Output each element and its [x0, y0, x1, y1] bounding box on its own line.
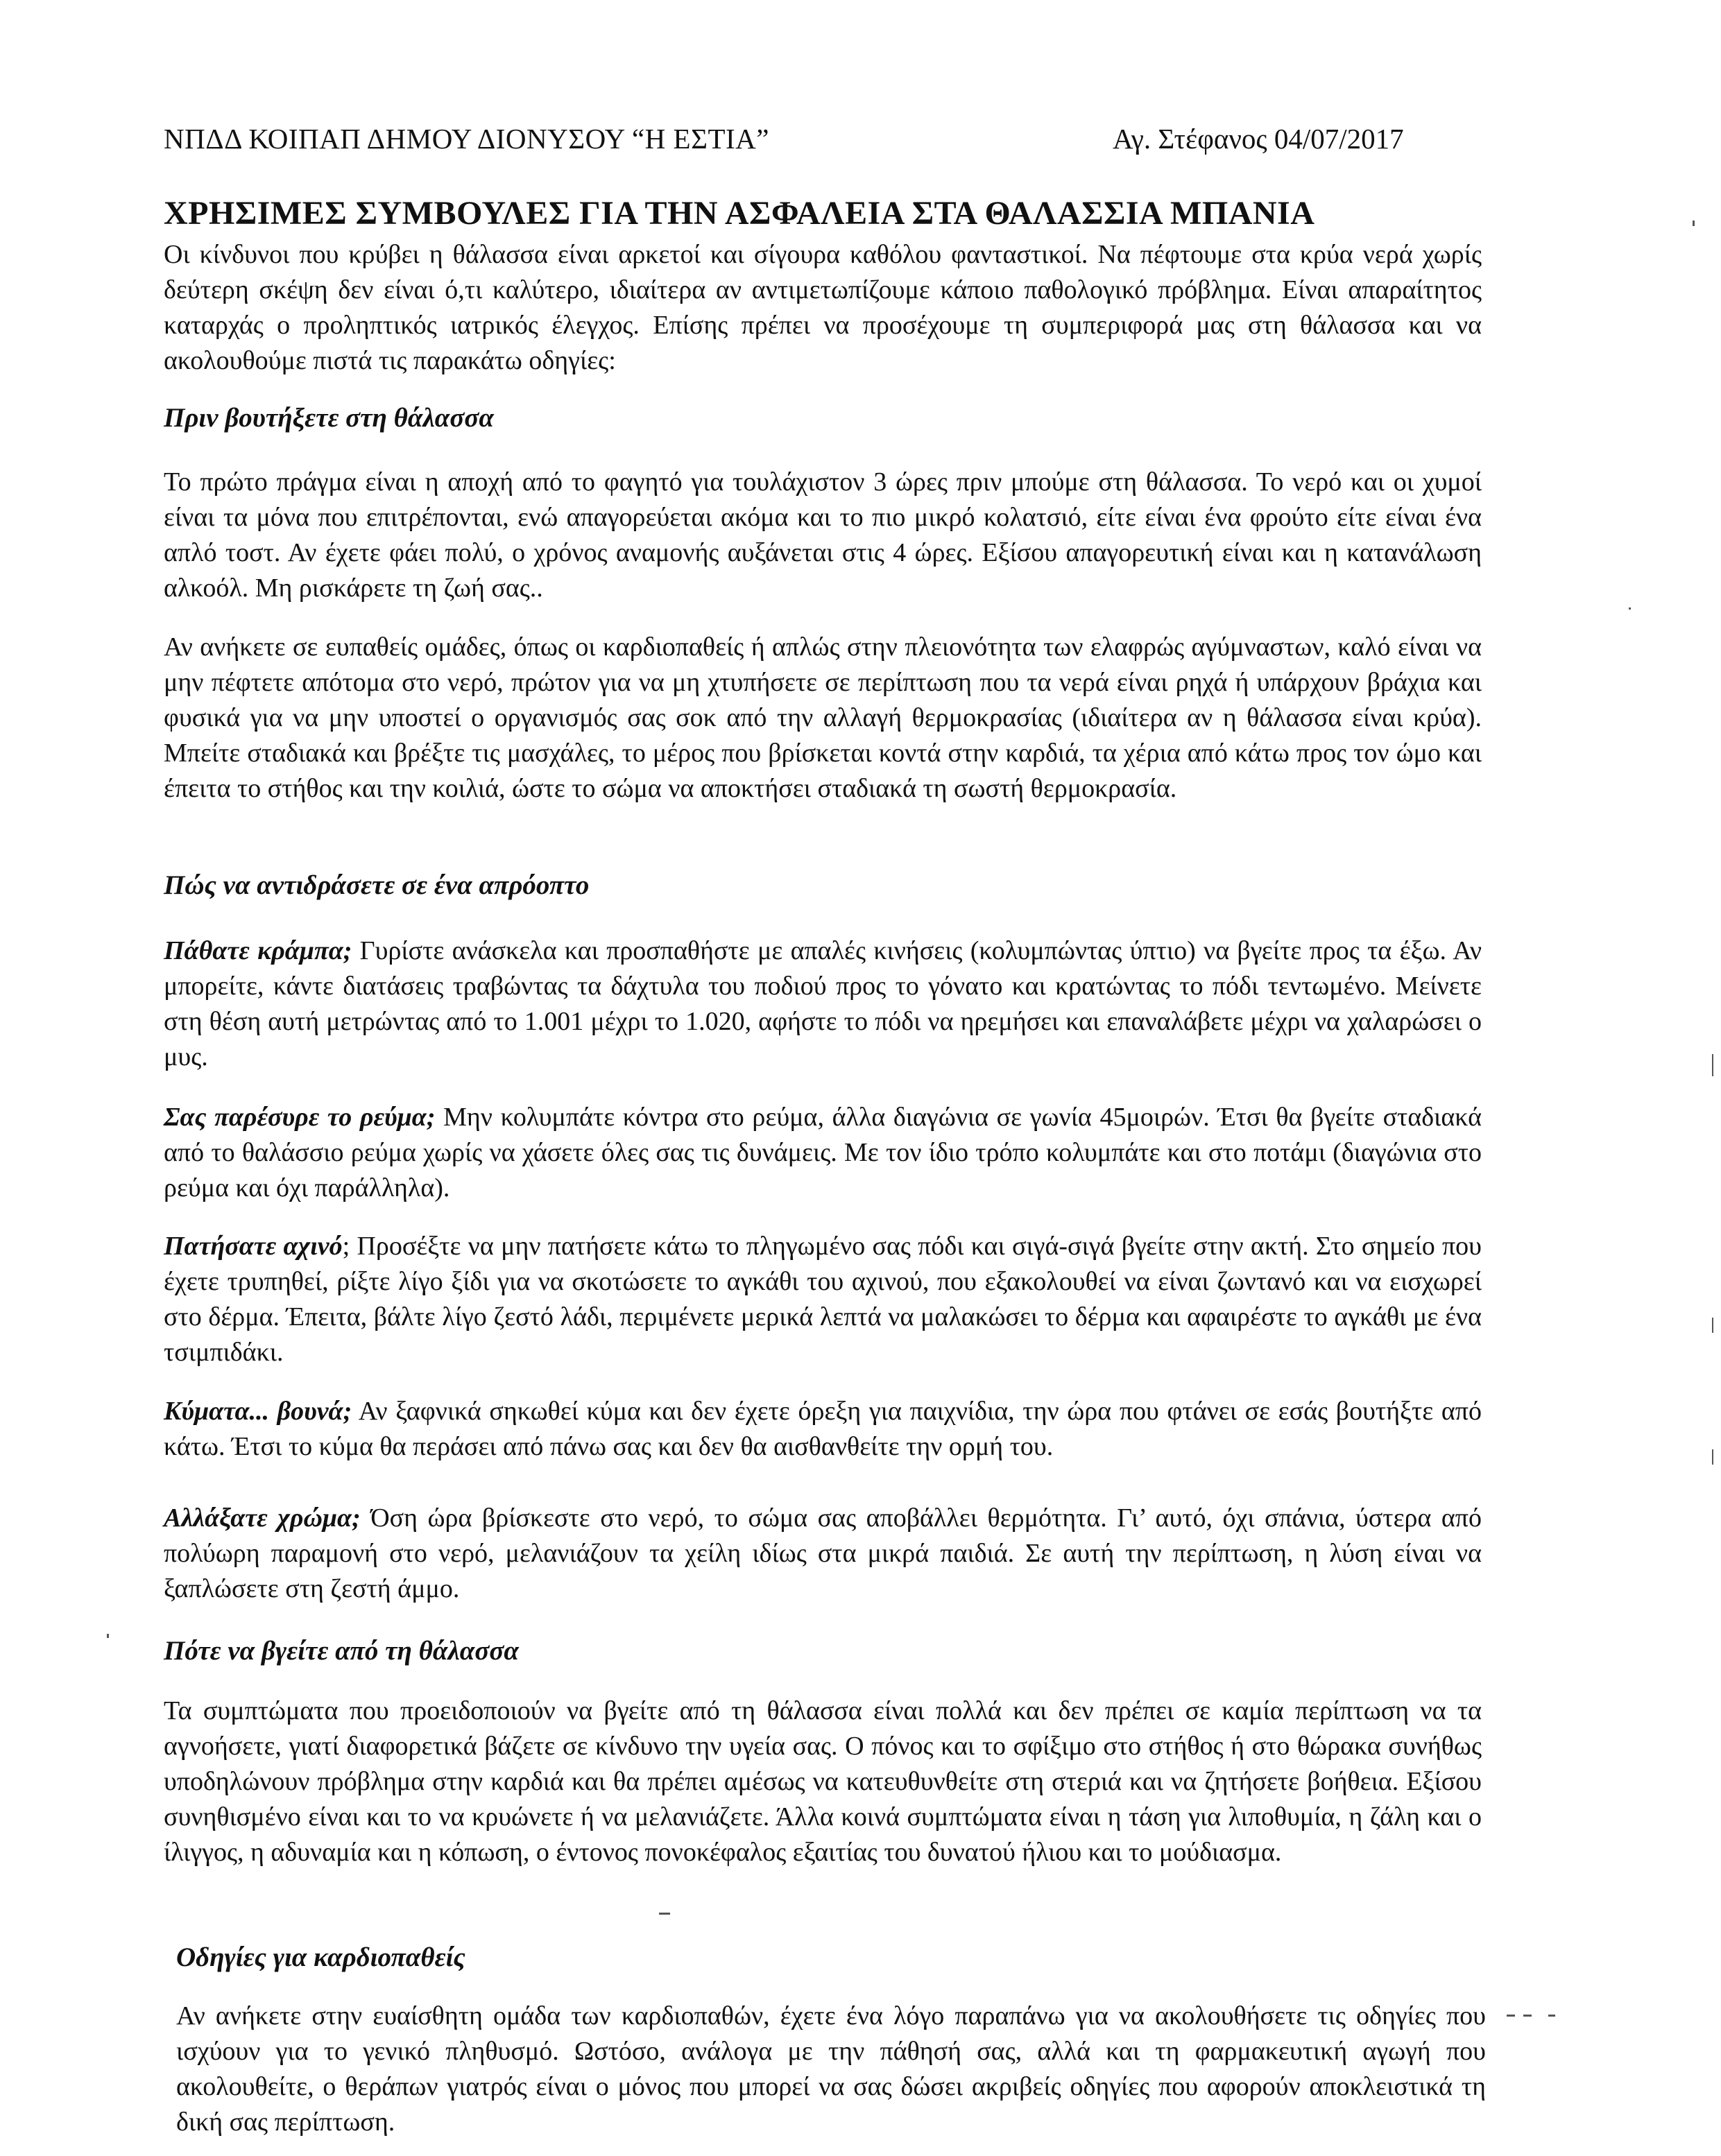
urchin-lead: Πατήσατε αχινό: [164, 1232, 343, 1261]
waves-paragraph: [164, 1394, 1482, 1465]
color-lead: Αλλάξατε χρώμα;: [164, 1503, 361, 1533]
color-paragraph: [164, 1501, 1482, 1607]
scan-speck: [1507, 2015, 1515, 2017]
scan-speck: [1548, 2015, 1555, 2017]
scan-speck: [1712, 1054, 1713, 1076]
cramp-lead: Πάθατε κράμπα;: [164, 936, 352, 965]
waves-lead: Κύματα... βουνά;: [164, 1397, 352, 1426]
scan-speck: [1712, 1449, 1713, 1465]
exit-paragraph: Τα συμπτώματα που προειδοποιούν να βγείτε από τη θάλασσα είναι πολλά και δεν πρέπει σε καμία περίπτωση να τα αγνοήσετε, γιατί διαφορετικά βάζετε σε κίνδυνο την υγεία σας. Ο πόνος και το σφίξιμο στο στήθος ή στο θώρακα συνήθως υποδηλώνουν πρόβλημα στην καρδιά και θα πρέπει αμέσως να κατευθυνθείτε στη στεριά και να ζητήσετε βοήθεια. Εξίσου συνηθισμένο είναι και το να κρυώνετε ή να μελανιάζετε. Άλλα κοινά συμπτώματα είναι η τάση για λιποθυμία, η ζάλη και ο ίλιγγος, η αδυναμία και η κόπωση, ο έντονος πονοκέφαλος εξαιτίας του δυνατού ήλιου και το μούδιασμα.: [164, 1696, 1482, 1867]
scan-speck: [659, 1913, 670, 1915]
before-paragraph-2: Αν ανήκετε σε ευπαθείς ομάδες, όπως οι καρδιοπαθείς ή απλώς στην πλειονότητα των ελαφρώς αγύμναστων, καλό είναι να μην πέφτετε απότομα στο νερό, πρώτον για να μη χτυπήσετε σε περίπτωση που τα νερά είναι ρηχά ή υπάρχουν βράχια και φυσικά για να μην υποστεί ο οργανισμός σας σοκ από την αλλαγή θερμοκρασίας (ιδιαίτερα αν η θάλασσα είναι κρύα). Μπείτε σταδιακά και βρέξτε τις μασχάλες, το μέρος που βρίσκεται κοντά στην καρδιά, τα χέρια από κάτω προς τον ώμο και έπειτα το στήθος και την κοιλιά, ώστε το σώμα να αποκτήσει σταδιακά τη σωστή θερμοκρασία.: [164, 632, 1482, 803]
scan-speck: [1693, 221, 1695, 226]
intro-paragraph: Οι κίνδυνοι που κρύβει η θάλασσα είναι αρκετοί και σίγουρα καθόλου φανταστικοί. Να πέφτουμε στα κρύα νερά χωρίς δεύτερη σκέψη δεν είναι ό,τι καλύτερο, ιδιαίτερα αν αντιμετωπίζουμε κάποιο παθολογικό πρόβλημα. Είναι απαραίτητος καταρχάς ο προληπτικός ιατρικός έλεγχος. Επίσης πρέπει να προσέχουμε τη συμπεριφορά μας στη θάλασσα και να ακολουθούμε πιστά τις παρακάτω οδηγίες:: [164, 240, 1482, 375]
color-text: Όση ώρα βρίσκεστε στο νερό, το σώμα σας αποβάλλει θερμότητα. Γι’ αυτό, όχι σπάνια, ύστερα από πολύωρη παραμονή στο νερό, μελανιάζουν τα χείλη ιδίως στα μικρά παιδιά. Σε αυτή την περίπτωση, η λύση είναι να ξαπλώσετε στη ζεστή άμμο.: [164, 1503, 1482, 1603]
heading-cardiac: Οδηγίες για καρδιοπαθείς: [176, 1942, 465, 1972]
before-paragraph-1: Το πρώτο πράγμα είναι η αποχή από το φαγητό για τουλάχιστον 3 ώρες πριν μπούμε στη θάλασσα. Το νερό και οι χυμοί είναι τα μόνα που επιτρέπονται, ενώ απαγορεύεται ακόμα και το πιο μικρό κολατσιό, είτε είναι ένα φρούτο είτε είναι ένα απλό τοστ. Αν έχετε φάει πολύ, ο χρόνος αναμονής αυξάνεται στις 4 ώρες. Εξίσου απαγορευτική είναι και η κατανάλωση αλκοόλ. Μη ρισκάρετε τη ζωή σας..: [164, 467, 1482, 603]
organization-name: ΝΠΔΔ ΚΟΙΠΑΠ ΔΗΜΟΥ ΔΙΟΝΥΣΟΥ “Η ΕΣΤΙΑ”: [164, 123, 769, 155]
place-date: Αγ. Στέφανος 04/07/2017: [1113, 123, 1404, 155]
current-paragraph: [164, 1100, 1482, 1206]
scan-speck: [1523, 2015, 1532, 2017]
scan-speck: [107, 1634, 109, 1638]
cardiac-paragraph: Αν ανήκετε στην ευαίσθητη ομάδα των καρδιοπαθών, έχετε ένα λόγο παραπάνω για να ακολουθήσετε τις οδηγίες που ισχύουν για το γενικό πληθυσμό. Ωστόσο, ανάλογα με την πάθησή σας, αλλά και τη φαρμακευτική αγωγή που ακολουθείτε, ο θεράπων γιατρός είναι ο μόνος που μπορεί να σας δώσει ακριβείς οδηγίες που αφορούν αποκλειστικά τη δική σας περίπτωση.: [176, 2001, 1486, 2137]
scan-speck: [1712, 1318, 1713, 1333]
scan-speck: [1629, 607, 1631, 610]
current-text: Μην κολυμπάτε κόντρα στο ρεύμα, άλλα διαγώνια σε γωνία 45μοιρών. Έτσι θα βγείτε σταδιακά από το θαλάσσιο ρεύμα χωρίς να χάσετε όλες σας τις δυνάμεις. Με τον ίδιο τρόπο κολυμπάτε και στο ποτάμι (διαγώνια στο ρεύμα και όχι παράλληλα).: [164, 1103, 1482, 1202]
urchin-paragraph: [164, 1229, 1482, 1370]
waves-text: Αν ξαφνικά σηκωθεί κύμα και δεν έχετε όρεξη για παιχνίδια, την ώρα που φτάνει σε εσάς βουτήξτε από κάτω. Έτσι το κύμα θα περάσει από πάνω σας και δεν θα αισθανθείτε την ορμή του.: [164, 1397, 1482, 1461]
heading-exit: Πότε να βγείτε από τη θάλασσα: [164, 1636, 519, 1666]
cramp-paragraph: [164, 933, 1482, 1075]
current-lead: Σας παρέσυρε το ρεύμα;: [164, 1103, 436, 1132]
document-title: ΧΡΗΣΙΜΕΣ ΣΥΜΒΟΥΛΕΣ ΓΙΑ ΤΗΝ ΑΣΦΑΛΕΙΑ ΣΤΑ ΘΑΛΑΣΣΙΑ ΜΠΑΝΙΑ: [164, 195, 1315, 232]
heading-react: Πώς να αντιδράσετε σε ένα απρόοπτο: [164, 870, 590, 900]
heading-before-dive: Πριν βουτήξετε στη θάλασσα: [164, 403, 494, 433]
cramp-text: Γυρίστε ανάσκελα και προσπαθήστε με απαλές κινήσεις (κολυμπώντας ύπτιο) να βγείτε προς τα έξω. Αν μπορείτε, κάντε διατάσεις τραβώντας τα δάχτυλα του ποδιού προς το γόνατο και κρατώντας το πόδι τεντωμένο. Μείνετε στη θέση αυτή μετρώντας από το 1.001 μέχρι το 1.020, αφήστε το πόδι να ηρεμήσει και επαναλάβετε μέχρι να χαλαρώσει ο μυς.: [164, 936, 1482, 1071]
urchin-text: ; Προσέξτε να μην πατήσετε κάτω το πληγωμένο σας πόδι και σιγά-σιγά βγείτε στην ακτή. Στο σημείο που έχετε τρυπηθεί, ρίξτε λίγο ξίδι για να σκοτώσετε το αγκάθι του αχινού, που εξακολουθεί να είναι ζωντανό και να εισχωρεί στο δέρμα. Έπειτα, βάλτε λίγο ζεστό λάδι, περιμένετε μερικά λεπτά να μαλακώσει το δέρμα και αφαιρέστε το αγκάθι με ένα τσιμπιδάκι.: [164, 1232, 1482, 1367]
